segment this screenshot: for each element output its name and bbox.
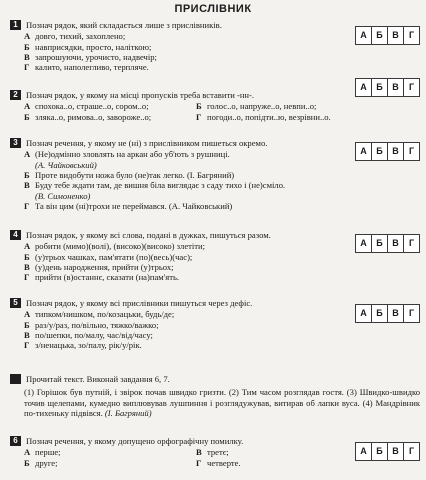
option-a: А перше; — [24, 447, 61, 458]
answer-cell-c[interactable]: В — [387, 234, 404, 253]
answer-cell-a[interactable]: А — [355, 142, 372, 161]
question-2 — [10, 82, 420, 122]
option-d: Г погоди..о, попідти..ю, везрівни..о. — [196, 111, 331, 122]
option-c: В третє; — [196, 447, 229, 458]
answer-cell-d[interactable]: Г — [403, 26, 420, 45]
question-text: Познач рядок, який складається лише з прислівників. — [26, 20, 222, 30]
question-number: 3 — [10, 138, 21, 148]
option-b-right: Б голос..о, напруже..о, невпи..о; — [196, 101, 317, 112]
answer-cell-d[interactable]: Г — [403, 78, 420, 97]
answer-cell-a[interactable]: А — [355, 304, 372, 323]
question-text: Познач речення, у якому допущено орфографічну помилку. — [26, 436, 244, 446]
answer-cell-c[interactable]: В — [387, 26, 404, 45]
answer-cell-a[interactable]: А — [355, 26, 372, 45]
option-c: В (у)день народження, прийти (у)трьох; — [24, 261, 174, 272]
answer-cell-b[interactable]: Б — [371, 442, 388, 461]
option-b: Б Проте видобути ножа було (не)так легко. (І. Багряний) — [24, 169, 235, 180]
answer-cell-b[interactable]: Б — [371, 26, 388, 45]
reading-task — [10, 374, 420, 418]
option-a-source: (А. Чайковський) — [35, 159, 97, 170]
answer-cell-b[interactable]: Б — [371, 78, 388, 97]
question-text: Познач рядок, у якому всі слова, подані в дужках, пишуться разом. — [26, 230, 271, 240]
option-b: Б (у)трьох чашках, пам'ятати (по)(весь)(час); — [24, 251, 193, 262]
question-number: 4 — [10, 230, 21, 240]
option-c-source: (В. Симоненко) — [35, 190, 91, 201]
answer-cell-d[interactable]: Г — [403, 234, 420, 253]
question-text: Познач рядок, у якому на місці пропусків треба вставити -нн-. — [26, 90, 255, 100]
question-number: 1 — [10, 20, 21, 30]
answer-cell-b[interactable]: Б — [371, 142, 388, 161]
option-a: А типком/нишком, по/козацьки, будь/де; — [24, 309, 175, 320]
task-marker — [10, 374, 21, 384]
question-number: 6 — [10, 436, 21, 446]
task-source: (І. Багряний) — [104, 407, 152, 418]
task-text: (1) Горішок був путній, і звірок почав швидко гризти. (2) Тим часом розглядав гостя. (3) Швидко-швидко точив щелепами, кумедно виплювував лушпиння і розглядужував, витирав об лапки вуса. (4) Мандрівник по-тихеньку підвівся. (І. Багряний) — [24, 387, 420, 418]
option-c: В по/шепки, по/малу, час/від/часу; — [24, 329, 153, 340]
option-d: Г з/ненацька, зо/палу, рік/у/рік. — [24, 340, 142, 351]
task-instruction: Прочитай текст. Виконай завдання 6, 7. — [26, 374, 170, 384]
question-1 — [10, 20, 420, 73]
option-d: Г прийти (в)останнє, сказати (на)пам'ять. — [24, 272, 180, 283]
answer-grid[interactable] — [356, 442, 420, 461]
answer-cell-a[interactable]: А — [355, 234, 372, 253]
option-d: Г четверте. — [196, 457, 241, 468]
option-d: Г Та він цим (ні)трохи не переймався. (А. Чайковський) — [24, 200, 233, 211]
option-a: А спохока..о, страше..о, сором..о; — [24, 101, 149, 112]
answer-grid[interactable] — [356, 142, 420, 161]
question-number: 2 — [10, 90, 21, 100]
answer-grid[interactable] — [356, 78, 420, 97]
answer-cell-b[interactable]: Б — [371, 234, 388, 253]
answer-grid[interactable] — [356, 26, 420, 45]
option-a: А (Не)одмінно зловлять на аркан або уб'ють з рушниці. — [24, 149, 230, 160]
answer-cell-c[interactable]: В — [387, 442, 404, 461]
answer-cell-c[interactable]: В — [387, 304, 404, 323]
option-b: Б друге; — [24, 457, 58, 468]
question-text: Познач речення, у якому не (ні) з прислівником пишеться окремо. — [26, 138, 268, 148]
option-c: В Буду тебе ждати там, де вишня біла виглядає з саду тихо і (не)сміло. — [24, 180, 286, 191]
answer-cell-c[interactable]: В — [387, 142, 404, 161]
answer-cell-d[interactable]: Г — [403, 442, 420, 461]
answer-cell-d[interactable]: Г — [403, 304, 420, 323]
page-title: ПРИСЛІВНИК — [174, 3, 252, 15]
option-c: В запрошуючи, урочисто, надвечір; — [24, 51, 157, 62]
question-number: 5 — [10, 298, 21, 308]
question-6 — [10, 436, 420, 468]
option-d: Г калито, наполегливо, терпляче. — [24, 62, 149, 73]
answer-grid[interactable] — [356, 304, 420, 323]
answer-grid[interactable] — [356, 234, 420, 253]
answer-cell-a[interactable]: А — [355, 442, 372, 461]
answer-cell-a[interactable]: А — [355, 78, 372, 97]
question-3 — [10, 138, 420, 211]
option-b: Б раз/у/раз, по/вільно, тяжко/важко; — [24, 319, 159, 330]
question-4 — [10, 230, 420, 283]
option-b: Б зляка..о, римова..о, завороже..о; — [24, 111, 152, 122]
question-5 — [10, 298, 420, 351]
option-a: А робити (мимо)(волі), (високо)(високо) злетіти; — [24, 241, 206, 252]
answer-cell-c[interactable]: В — [387, 78, 404, 97]
option-b: Б навприсядки, просто, наліткою; — [24, 41, 152, 52]
answer-cell-d[interactable]: Г — [403, 142, 420, 161]
question-text: Познач рядок, у якому всі прислівники пишуться через дефіс. — [26, 298, 253, 308]
answer-cell-b[interactable]: Б — [371, 304, 388, 323]
option-a: А довго, тихий, захоплено; — [24, 31, 126, 42]
